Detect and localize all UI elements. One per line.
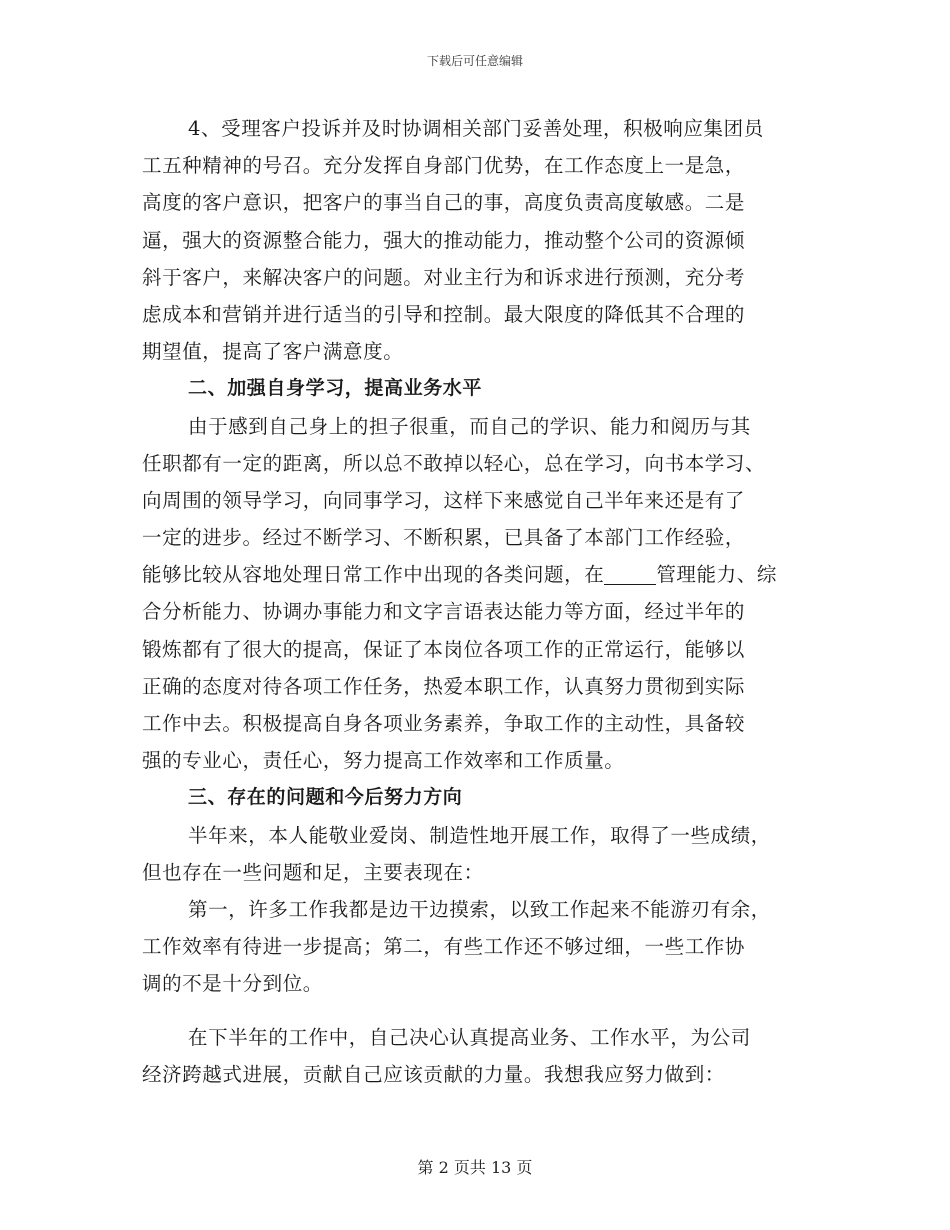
paragraph-line: 向周围的领导学习，向同事学习，这样下来感觉自己半年来还是有了 <box>142 488 746 512</box>
paragraph-line: 任职都有一定的距离，所以总不敢掉以轻心，总在学习，向书本学习、 <box>142 451 766 475</box>
paragraph-line: 由于感到自己身上的担子很重，而自己的学识、能力和阅历与其 <box>188 414 751 438</box>
paragraph-line: 锻炼都有了很大的提高，保证了本岗位各项工作的正常运行，能够以 <box>142 637 746 661</box>
paragraph-line: 斜于客户，来解决客户的问题。对业主行为和诉求进行预测，充分考 <box>142 265 746 289</box>
paragraph-line: 合分析能力、协调办事能力和文字言语表达能力等方面，经过半年的 <box>142 600 746 624</box>
section-heading: 二、加强自身学习，提高业务水平 <box>188 377 483 400</box>
paragraph-line: 但也存在一些问题和足，主要表现在： <box>142 860 484 884</box>
paragraph-line: 调的不是十分到位。 <box>142 972 323 996</box>
page-footer: 第 2 页共 13 页 <box>417 1158 533 1177</box>
paragraph-line: 工作效率有待进一步提高；第二，有些工作还不够过细，一些工作协 <box>142 935 746 959</box>
paragraph-line: 逼，强大的资源整合能力，强大的推动能力，推动整个公司的资源倾 <box>142 228 746 252</box>
paragraph-text: 管理能力、综 <box>656 563 777 587</box>
document-body <box>142 110 807 1093</box>
paragraph-line: 半年来，本人能敬业爱岗、制造性地开展工作，取得了一些成绩， <box>188 823 771 847</box>
paragraph-line: 在下半年的工作中，自己决心认真提高业务、工作水平，为公司 <box>188 1025 751 1049</box>
paragraph-line: 工五种精神的号召。充分发挥自身部门优势，在工作态度上一是急， <box>142 154 746 178</box>
paragraph-line: 经济跨越式进展，贡献自己应该贡献的力量。我想我应努力做到： <box>142 1062 725 1086</box>
paragraph-line: 第一，许多工作我都是边干边摸索，以致工作起来不能游刃有余， <box>188 897 771 921</box>
paragraph-text: 能够比较从容地处理日常工作中出现的各类问题，在 <box>142 563 605 587</box>
paragraph-line: 虑成本和营销并进行适当的引导和控制。最大限度的降低其不合理的 <box>142 302 746 326</box>
fill-in-blank <box>604 562 656 585</box>
paragraph-line: 一定的进步。经过不断学习、不断积累，已具备了本部门工作经验， <box>142 526 746 550</box>
paragraph-line: 4、受理客户投诉并及时协调相关部门妥善处理，积极响应集团员 <box>188 117 764 140</box>
paragraph-line <box>142 556 807 593</box>
page-header: 下载后可任意编辑 <box>426 54 523 68</box>
paragraph-line: 工作中去。积极提高自身各项业务素养，争取工作的主动性，具备较 <box>142 712 746 735</box>
paragraph-line: 高度的客户意识，把客户的事当自己的事，高度负责高度敏感。二是 <box>142 191 746 215</box>
paragraph-line: 期望值，提高了客户满意度。 <box>142 340 404 364</box>
section-heading: 三、存在的问题和今后努力方向 <box>188 786 463 809</box>
paragraph-line: 正确的态度对待各项工作任务，热爱本职工作，认真努力贯彻到实际 <box>142 674 746 698</box>
paragraph-gap <box>142 1003 807 1019</box>
paragraph-line: 强的专业心，责任心，努力提高工作效率和工作质量。 <box>142 749 625 773</box>
